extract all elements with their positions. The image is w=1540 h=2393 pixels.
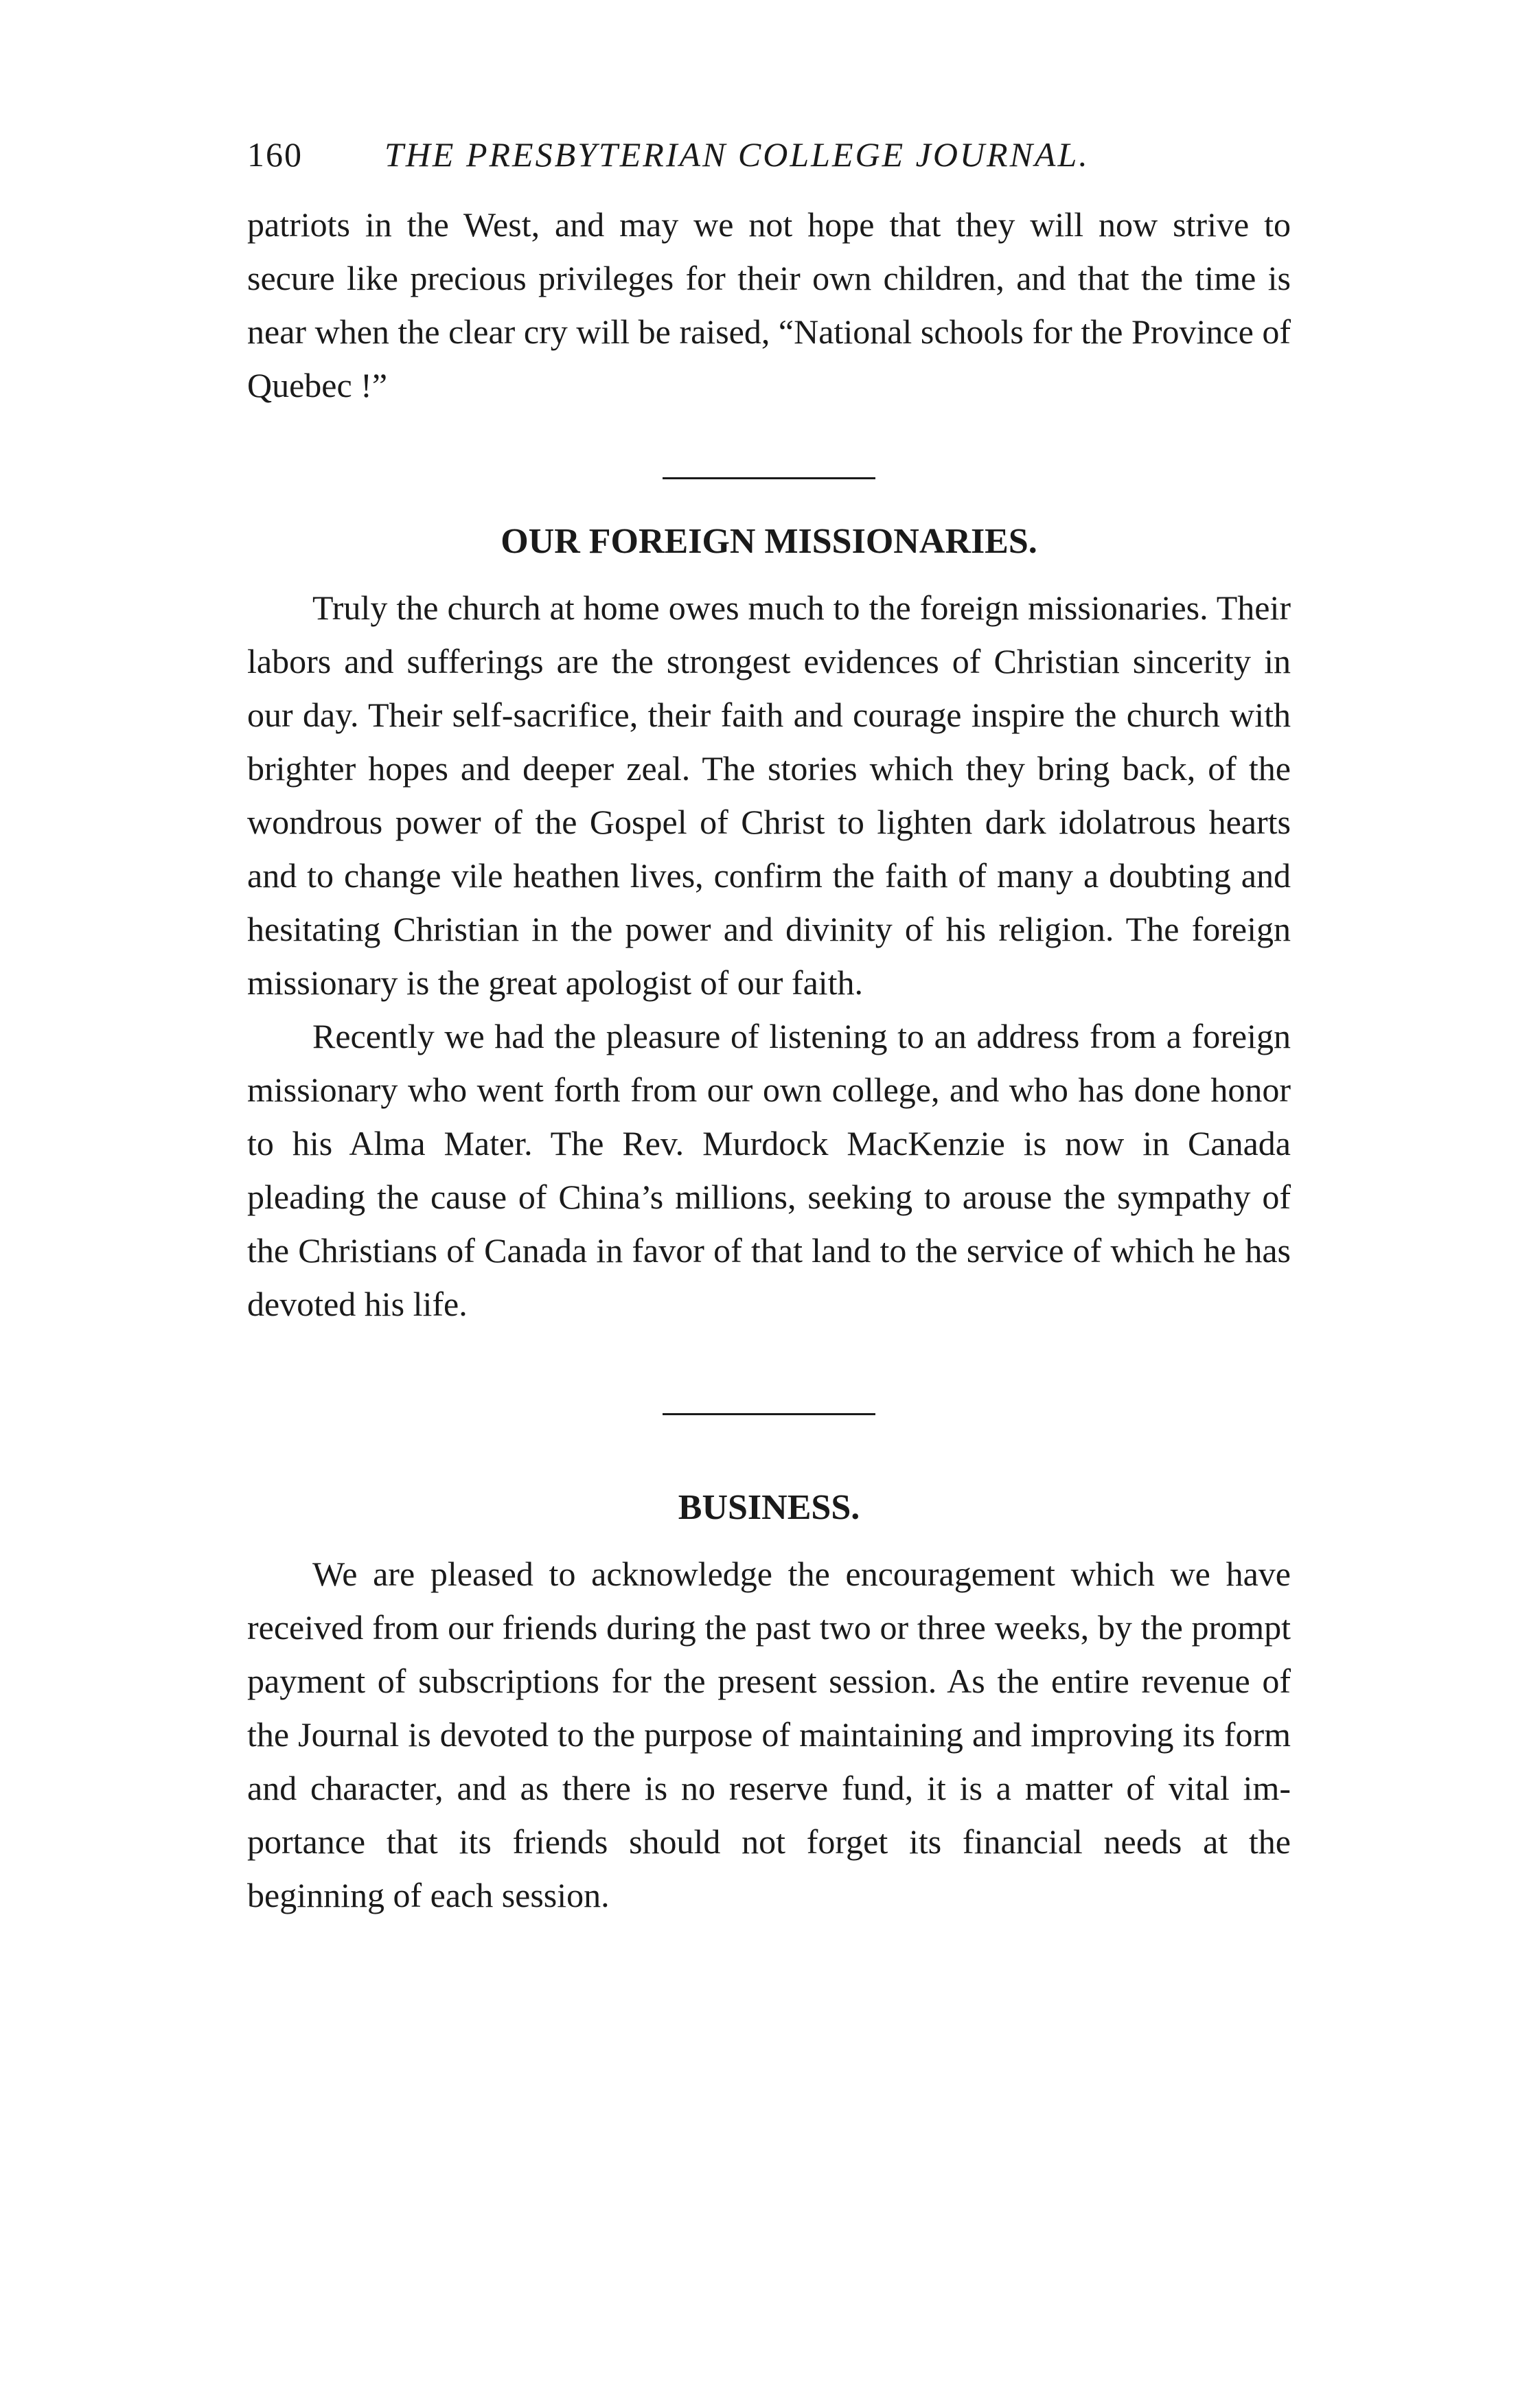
missionaries-paragraph-2: Recently we had the pleasure of listening to an address from a foreign missionary who went forth from our own college, and who has done honor to his Alma Mater. The Rev. Murdock MacKenzie is now in Canada pleading the cause of China’s millions, seeking to arouse the sympathy of the Christians of Canada in favor of that land to the service of which he has devoted his life. xyxy=(247,1017,1291,1323)
running-head xyxy=(247,124,1291,185)
journal-page xyxy=(247,124,1291,1922)
section-divider xyxy=(663,1413,875,1415)
journal-title: THE PRESBYTERIAN COLLEGE JOURNAL. xyxy=(384,135,1090,174)
missionaries-paragraph-1: Truly the church at home owes much to the foreign missionaries. Their labors and sufferings are the strongest evidences of Christian sincerity in our day. Their self-sacrifice, their faith and courage inspire the church with brighter hopes and deeper zeal. The stories which they bring back, of the wondrous power of the Gospel of Christ to lighten dark idolatrous hearts and to change vile heathen lives, confirm the faith of many a doubting and hesitating Christian in the power and divinity of his religion. The foreign missionary is the great apologist of our faith. xyxy=(247,588,1291,1002)
section-heading-business: BUSINESS. xyxy=(678,1488,860,1527)
section-divider xyxy=(663,477,875,479)
opening-paragraph: patriots in the West, and may we not hope that they will now strive to secure like precious privileges for their own children, and that the time is near when the clear cry will be raised, “National schools for the Province of Quebec !” xyxy=(247,205,1291,404)
page-number: 160 xyxy=(247,135,303,174)
section-heading-foreign-missionaries: OUR FOREIGN MISSIONARIES. xyxy=(501,522,1037,561)
business-paragraph-1: We are pleased to acknowledge the encouragement which we have received from our friends during the past two or three weeks, by the prompt payment of subscriptions for the present session. As the entire revenue of the Journal is devoted to the purpose of maintaining and improving its form and character, and as there is no reserve fund, it is a matter of vital importance that its friends should not forget its financial needs at the beginning of each session. xyxy=(247,1555,1291,1914)
